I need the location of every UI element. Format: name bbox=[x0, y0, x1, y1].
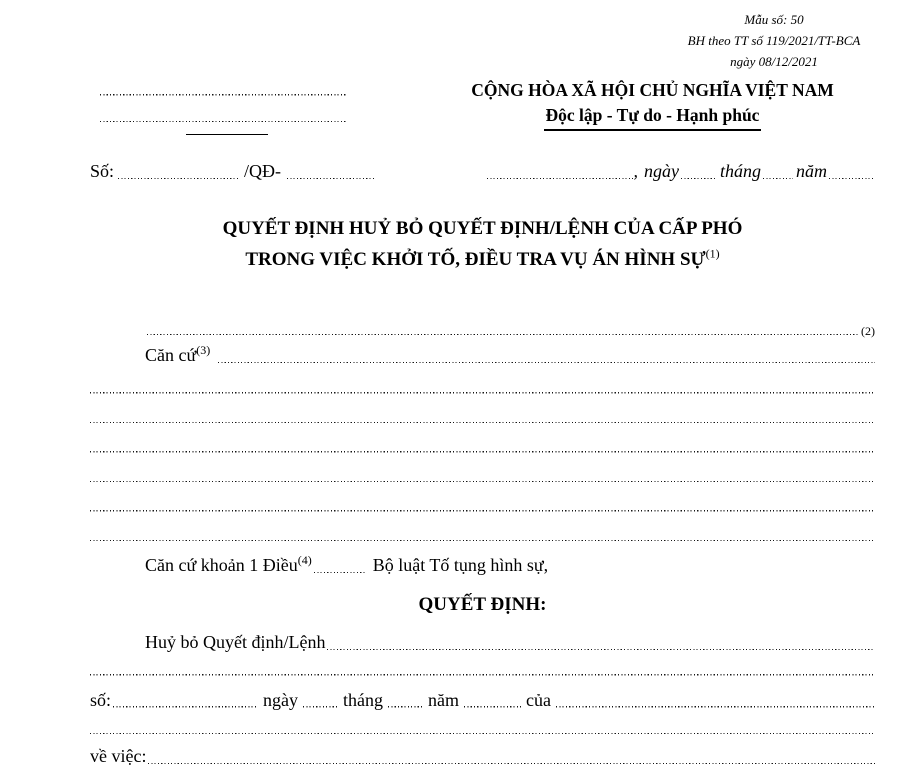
continuation-line-6[interactable] bbox=[90, 540, 875, 542]
thang-label: tháng bbox=[343, 689, 384, 710]
agency-name-blank-line-1[interactable] bbox=[100, 94, 347, 96]
national-title: CỘNG HÒA XÃ HỘI CHỦ NGHĨA VIỆT NAM bbox=[471, 80, 834, 100]
thang-blank[interactable] bbox=[388, 706, 423, 708]
continuation-line-8[interactable] bbox=[90, 733, 875, 735]
form-number: Mẫu số: 50 bbox=[744, 12, 804, 27]
doc-number-blank[interactable] bbox=[118, 178, 240, 180]
huy-bo-blank[interactable] bbox=[327, 649, 875, 651]
ve-viec-label: về việc: bbox=[90, 746, 147, 767]
continuation-line-4[interactable] bbox=[90, 481, 875, 483]
nam-blank[interactable] bbox=[464, 706, 521, 708]
agency-divider-line bbox=[186, 134, 268, 135]
national-motto: Độc lập - Tự do - Hạnh phúc bbox=[544, 105, 762, 131]
can-cu-row bbox=[90, 345, 875, 367]
issuing-agency-block bbox=[100, 80, 347, 135]
ve-viec-blank[interactable] bbox=[148, 763, 875, 765]
doc-symbol-label: /QĐ- bbox=[244, 161, 282, 182]
form-circular-date: ngày 08/12/2021 bbox=[730, 53, 818, 69]
khoan-label: Căn cứ khoản 1 Điều$^{(4)}$ bbox=[145, 553, 312, 576]
day-blank[interactable] bbox=[681, 178, 717, 180]
year-label: năm bbox=[796, 161, 827, 182]
footnote-ref-3: (3) bbox=[196, 343, 211, 358]
intro-blank[interactable] bbox=[147, 334, 859, 336]
national-header-block bbox=[430, 80, 875, 131]
so-label: số: bbox=[90, 689, 112, 710]
cua-blank[interactable] bbox=[556, 706, 875, 708]
nam-label: năm bbox=[428, 689, 460, 710]
legal-basis-row bbox=[90, 555, 875, 577]
document-title bbox=[90, 213, 875, 275]
form-meta-block bbox=[649, 10, 899, 72]
continuation-line-3[interactable] bbox=[90, 451, 875, 453]
doc-symbol-blank[interactable] bbox=[287, 178, 375, 180]
month-blank[interactable] bbox=[763, 178, 793, 180]
ngay-blank[interactable] bbox=[303, 706, 338, 708]
ve-viec-row bbox=[90, 746, 875, 768]
intro-blank-row: (2) bbox=[90, 317, 875, 339]
place-blank[interactable] bbox=[487, 178, 633, 180]
decision-detail-row bbox=[90, 690, 875, 712]
can-cu-label: Căn cứ$^{(3)}$ bbox=[145, 343, 211, 366]
ngay-label: ngày bbox=[263, 689, 299, 710]
month-label: tháng bbox=[719, 161, 761, 182]
decision-heading: QUYẾT ĐỊNH: bbox=[418, 594, 547, 615]
agency-name-blank-line-2[interactable] bbox=[100, 121, 347, 123]
title-line-2: TRONG VIỆC KHỞI TỐ, ĐIỀU TRA VỤ ÁN HÌNH SỰ$^{(1)}$ bbox=[245, 246, 720, 270]
continuation-line-2[interactable] bbox=[90, 422, 875, 424]
footnote-ref-1: (1) bbox=[705, 246, 720, 261]
number-date-row bbox=[90, 161, 875, 183]
can-cu-blank[interactable] bbox=[218, 362, 875, 364]
huy-bo-row bbox=[90, 632, 875, 654]
footnote-ref-4: (4) bbox=[297, 553, 312, 568]
place-date-group bbox=[487, 161, 875, 183]
bo-luat-label: Bộ luật Tố tụng hình sự, bbox=[372, 555, 549, 576]
day-label: ngày bbox=[643, 161, 679, 182]
doc-number-label: Số: bbox=[90, 161, 115, 182]
dieu-blank[interactable] bbox=[314, 572, 366, 574]
form-circular-reference: BH theo TT số 119/2021/TT-BCA bbox=[687, 32, 861, 48]
huy-bo-label: Huỷ bỏ Quyết định/Lệnh bbox=[145, 632, 326, 653]
continuation-line-7[interactable] bbox=[90, 674, 875, 676]
year-blank[interactable] bbox=[829, 178, 875, 180]
so-blank[interactable] bbox=[113, 706, 258, 708]
date-comma: , bbox=[633, 161, 638, 182]
cua-label: của bbox=[526, 689, 551, 710]
continuation-line-5[interactable] bbox=[90, 510, 875, 512]
title-line-1: QUYẾT ĐỊNH HUỶ BỎ QUYẾT ĐỊNH/LỆNH CỦA CẤP PHÓ bbox=[222, 218, 743, 239]
continuation-line-1[interactable] bbox=[90, 392, 875, 394]
